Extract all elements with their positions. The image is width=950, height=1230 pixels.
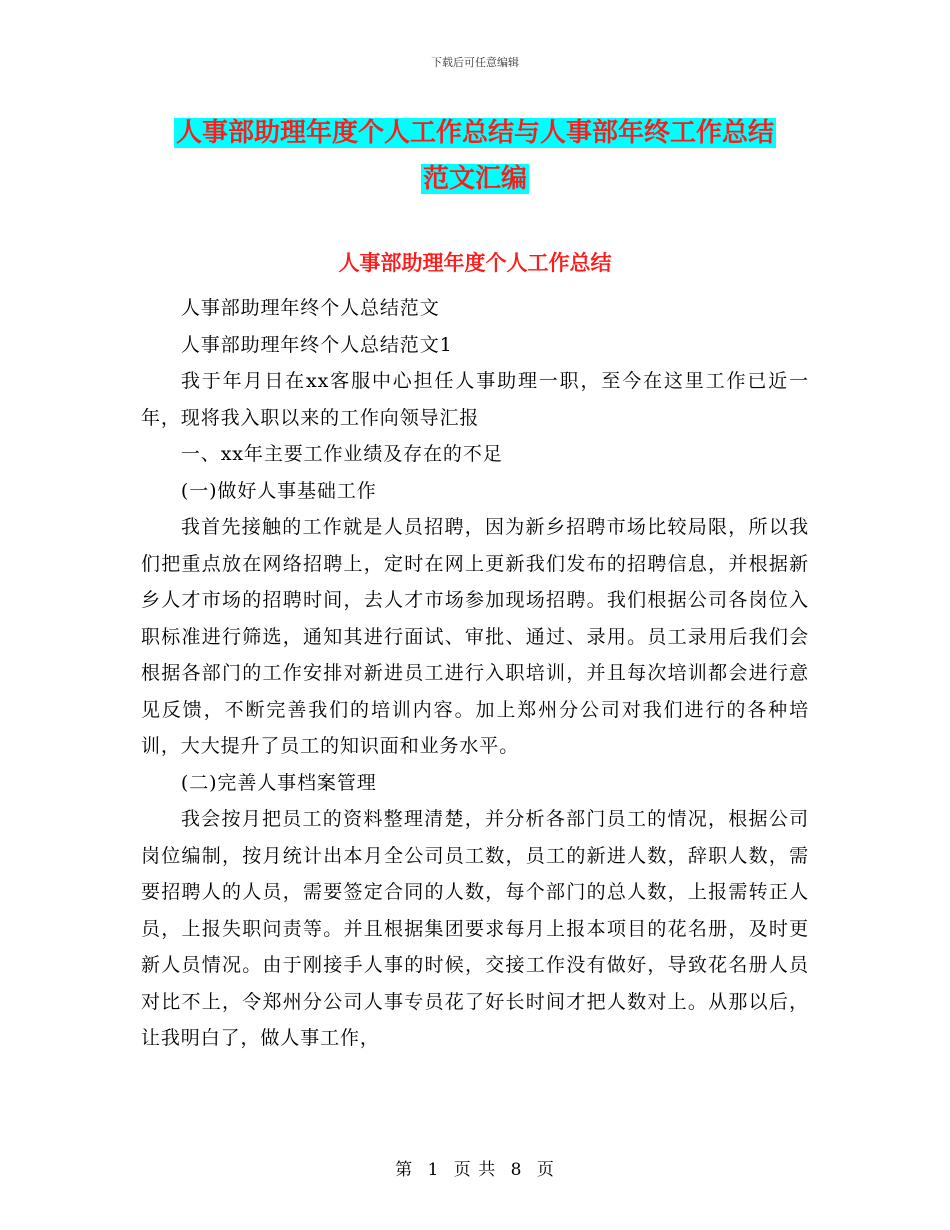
- paragraph: 我会按月把员工的资料整理清楚，并分析各部门员工的情况，根据公司岗位编制，按月统计出本月全公司员工数，员工的新进人数，辞职人数，需要招聘人的人员，需要签定合同的人数，每个部门的总人数，上报需转正人员，上报失职问责等。并且根据集团要求每月上报本项目的花名册，及时更新人员情况。由于刚接手人事的时候，交接工作没有做好，导致花名册人员对比不上，令郑州分公司人事专员花了好长时间才把人数对上。从那以后，让我明白了，做人事工作，: [141, 808, 809, 1049]
- footer-prefix: 第: [395, 1160, 414, 1180]
- paragraph: 一、xx年主要工作业绩及存在的不足: [180, 443, 503, 465]
- paragraph: 人事部助理年终个人总结范文: [180, 297, 440, 319]
- page-footer: [0, 1155, 950, 1180]
- current-page-number: 1: [427, 1160, 440, 1180]
- total-page-count: 8: [510, 1160, 523, 1180]
- section-title: 人事部助理年度个人工作总结: [338, 251, 612, 275]
- paragraph: (二)完善人事档案管理: [180, 771, 377, 794]
- document-title-line2: 范文汇编: [422, 164, 527, 194]
- document-title-line1: 人事部助理年度个人工作总结与人事部年终工作总结: [175, 118, 774, 148]
- paragraph: 人事部助理年终个人总结范文1: [180, 333, 453, 356]
- footer-suffix: 页: [536, 1160, 555, 1180]
- paragraph: 我首先接触的工作就是人员招聘，因为新乡招聘市场比较局限，所以我们把重点放在网络招聘上，定时在网上更新我们发布的招聘信息，并根据新乡人才市场的招聘时间，去人才市场参加现场招聘。我们根据公司各岗位入职标准进行筛选，通知其进行面试、审批、通过、录用。员工录用后我们会根据各部门的工作安排对新进员工进行入职培训，并且每次培训都会进行意见反馈，不断完善我们的培训内容。加上郑州分公司对我们进行的各种培训，大大提升了员工的知识面和业务水平。: [141, 516, 809, 757]
- document-title: [140, 110, 810, 202]
- header-note: 下载后可任意编辑: [431, 56, 519, 69]
- document-body: [141, 290, 809, 1057]
- paragraph: 我于年月日在xx客服中心担任人事助理一职，至今在这里工作已近一年，现将我入职以来的工作向领导汇报: [141, 370, 809, 429]
- footer-middle: 页 共: [453, 1160, 497, 1180]
- paragraph: (一)做好人事基础工作: [180, 479, 377, 502]
